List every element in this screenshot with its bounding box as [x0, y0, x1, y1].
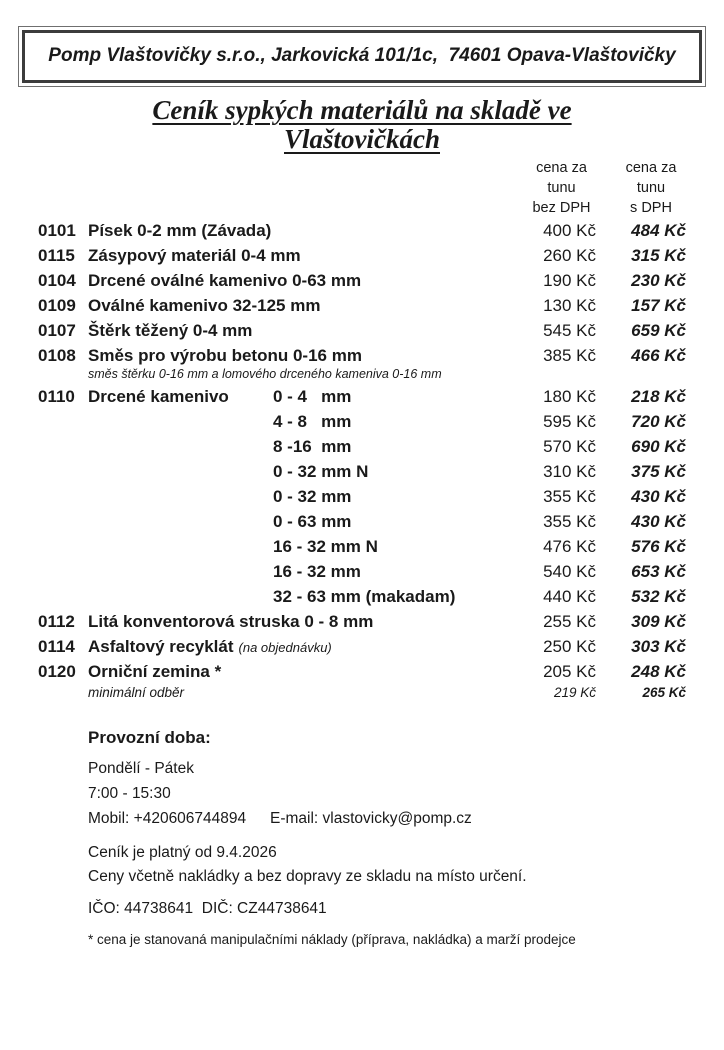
item-name-note: (na objednávku): [238, 640, 332, 655]
item-code: 0104: [38, 271, 76, 290]
price-row-minimal-order: [38, 685, 686, 700]
price-row-0110-size-5: [38, 512, 686, 532]
price-incl-vat: 157 Kč: [631, 296, 686, 315]
contact-line: [88, 806, 686, 831]
price-incl-vat: 375 Kč: [631, 462, 686, 481]
item-name: [88, 537, 501, 557]
price-row-0110-size-4: [38, 487, 686, 507]
price-excl-vat: 595 Kč: [543, 412, 596, 431]
opening-time: 7:00 - 15:30: [88, 785, 171, 802]
price-incl-vat: 430 Kč: [631, 487, 686, 506]
price-excl-vat: 570 Kč: [543, 437, 596, 456]
price-row-0114: [38, 637, 686, 657]
size-label: 0 - 32 mm: [273, 487, 352, 506]
price-incl-vat: 309 Kč: [631, 612, 686, 631]
validity-note: Ceník je platný od 9.4.2026: [88, 844, 277, 861]
price-incl-vat: 484 Kč: [631, 221, 686, 240]
price-row-0109: [38, 296, 686, 316]
price-incl-vat: 720 Kč: [631, 412, 686, 431]
opening-days: Pondělí - Pátek: [88, 760, 194, 777]
price-excl-vat: 190 Kč: [543, 271, 596, 290]
item-note: směs štěrku 0-16 mm a lomového drceného kameniva 0-16 mm: [88, 367, 442, 381]
price-footnote: * cena je stanovaná manipulačními náklady (příprava, nakládka) a marží prodejce: [88, 932, 576, 947]
size-label: 8 -16 mm: [273, 437, 352, 456]
item-code: 0114: [38, 637, 75, 656]
price-row-0110-size-2: [38, 437, 686, 457]
item-name: Písek 0-2 mm (Závada): [88, 221, 272, 240]
price-excl-vat: 540 Kč: [543, 562, 596, 581]
price-row-0110-size-0: [38, 387, 686, 407]
item-name: Štěrk těžený 0-4 mm: [88, 321, 253, 340]
size-label: 0 - 4 mm: [273, 387, 352, 406]
price-row-0115: [38, 246, 686, 266]
price-incl-vat: 315 Kč: [631, 246, 686, 265]
price-incl-vat: 218 Kč: [631, 387, 686, 406]
size-label: 16 - 32 mm: [273, 562, 361, 581]
price-row-0110-size-6: [38, 537, 686, 557]
price-incl-vat: 265 Kč: [642, 685, 686, 700]
company-header-box: [18, 26, 706, 87]
item-name: [88, 387, 501, 407]
price-excl-vat: 130 Kč: [543, 296, 596, 315]
footer: [88, 728, 686, 950]
item-code: 0109: [38, 296, 76, 315]
minimal-order-label: minimální odběr: [88, 685, 185, 700]
price-incl-vat: 303 Kč: [631, 637, 686, 656]
price-excl-vat: 219 Kč: [553, 685, 596, 700]
price-table: [0, 158, 724, 700]
item-code: 0112: [38, 612, 75, 631]
price-excl-vat: 385 Kč: [543, 346, 596, 365]
price-row-0101: [38, 221, 686, 241]
company-ids: IČO: 44738641 DIČ: CZ44738641: [88, 900, 327, 917]
price-incl-vat: 532 Kč: [631, 587, 686, 606]
price-row-0107: [38, 321, 686, 341]
item-code: 0107: [38, 321, 76, 340]
price-excl-vat: 355 Kč: [543, 487, 596, 506]
group-name: Drcené kamenivo: [88, 387, 229, 406]
item-name: [88, 412, 501, 432]
item-name: [88, 512, 501, 532]
item-code: 0101: [38, 221, 76, 240]
price-incl-vat: 690 Kč: [631, 437, 686, 456]
price-excl-vat: 255 Kč: [543, 612, 596, 631]
email-address: E-mail: vlastovicky@pomp.cz: [270, 810, 472, 827]
price-row-0110-size-1: [38, 412, 686, 432]
price-row-0110-size-8: [38, 587, 686, 607]
price-excl-vat: 355 Kč: [543, 512, 596, 531]
price-incl-vat: 659 Kč: [631, 321, 686, 340]
price-excl-vat: 260 Kč: [543, 246, 596, 265]
column-header-price-excl-vat: cena za tunu bez DPH: [532, 160, 591, 216]
price-incl-vat: 430 Kč: [631, 512, 686, 531]
item-name: Litá konventorová struska 0 - 8 mm: [88, 612, 374, 631]
item-name: Oválné kamenivo 32-125 mm: [88, 296, 321, 315]
price-excl-vat: 205 Kč: [543, 662, 596, 681]
price-list-page: [0, 26, 724, 1050]
item-code: 0108: [38, 346, 76, 365]
price-excl-vat: 476 Kč: [543, 537, 596, 556]
item-name: [88, 587, 501, 607]
price-excl-vat: 400 Kč: [543, 221, 596, 240]
price-excl-vat: 545 Kč: [543, 321, 596, 340]
price-excl-vat: 250 Kč: [543, 637, 596, 656]
price-excl-vat: 310 Kč: [543, 462, 596, 481]
price-incl-vat: 248 Kč: [631, 662, 686, 681]
item-code: 0110: [38, 387, 75, 406]
item-name: Drcené oválné kamenivo 0-63 mm: [88, 271, 362, 290]
price-incl-vat: 576 Kč: [631, 537, 686, 556]
opening-hours-heading: Provozní doba:: [88, 728, 211, 747]
page-title-line2: Vlaštovičkách: [284, 124, 440, 154]
price-excl-vat: 440 Kč: [543, 587, 596, 606]
page-title: [0, 96, 724, 154]
price-incl-vat: 230 Kč: [631, 271, 686, 290]
price-row-0108: [38, 346, 686, 366]
price-excl-vat: 180 Kč: [543, 387, 596, 406]
item-name: [88, 562, 501, 582]
item-name: Orniční zemina *: [88, 662, 222, 681]
column-header-price-incl-vat: cena za tunu s DPH: [625, 160, 677, 216]
size-label: 0 - 63 mm: [273, 512, 352, 531]
item-name: Zásypový materiál 0-4 mm: [88, 246, 301, 265]
page-title-line1: Ceník sypkých materiálů na skladě ve: [152, 95, 572, 125]
price-row-0112: [38, 612, 686, 632]
size-label: 4 - 8 mm: [273, 412, 352, 431]
company-header-text: Pomp Vlaštovičky s.r.o., Jarkovická 101/1c, 74601 Opava-Vlaštovičky: [22, 30, 702, 83]
price-row-0108-note: [38, 367, 686, 381]
size-label: 16 - 32 mm N: [273, 537, 378, 556]
price-row-0120: [38, 662, 686, 682]
item-name: Směs pro výrobu betonu 0-16 mm: [88, 346, 362, 365]
item-name: [88, 462, 501, 482]
price-incl-vat: 466 Kč: [631, 346, 686, 365]
shipping-note: Ceny včetně nakládky a bez dopravy ze skladu na místo určení.: [88, 868, 527, 885]
price-row-0104: [38, 271, 686, 291]
price-row-0110-size-3: [38, 462, 686, 482]
price-table-header: [38, 158, 686, 218]
item-code: 0120: [38, 662, 76, 681]
item-name: [88, 487, 501, 507]
item-code: 0115: [38, 246, 75, 265]
price-row-0110-size-7: [38, 562, 686, 582]
item-name: Asfaltový recyklát (na objednávku): [88, 637, 332, 656]
size-label: 32 - 63 mm (makadam): [273, 587, 456, 606]
size-label: 0 - 32 mm N: [273, 462, 369, 481]
price-incl-vat: 653 Kč: [631, 562, 686, 581]
item-name: [88, 437, 501, 457]
mobile-number: Mobil: +420606744894: [88, 810, 247, 827]
